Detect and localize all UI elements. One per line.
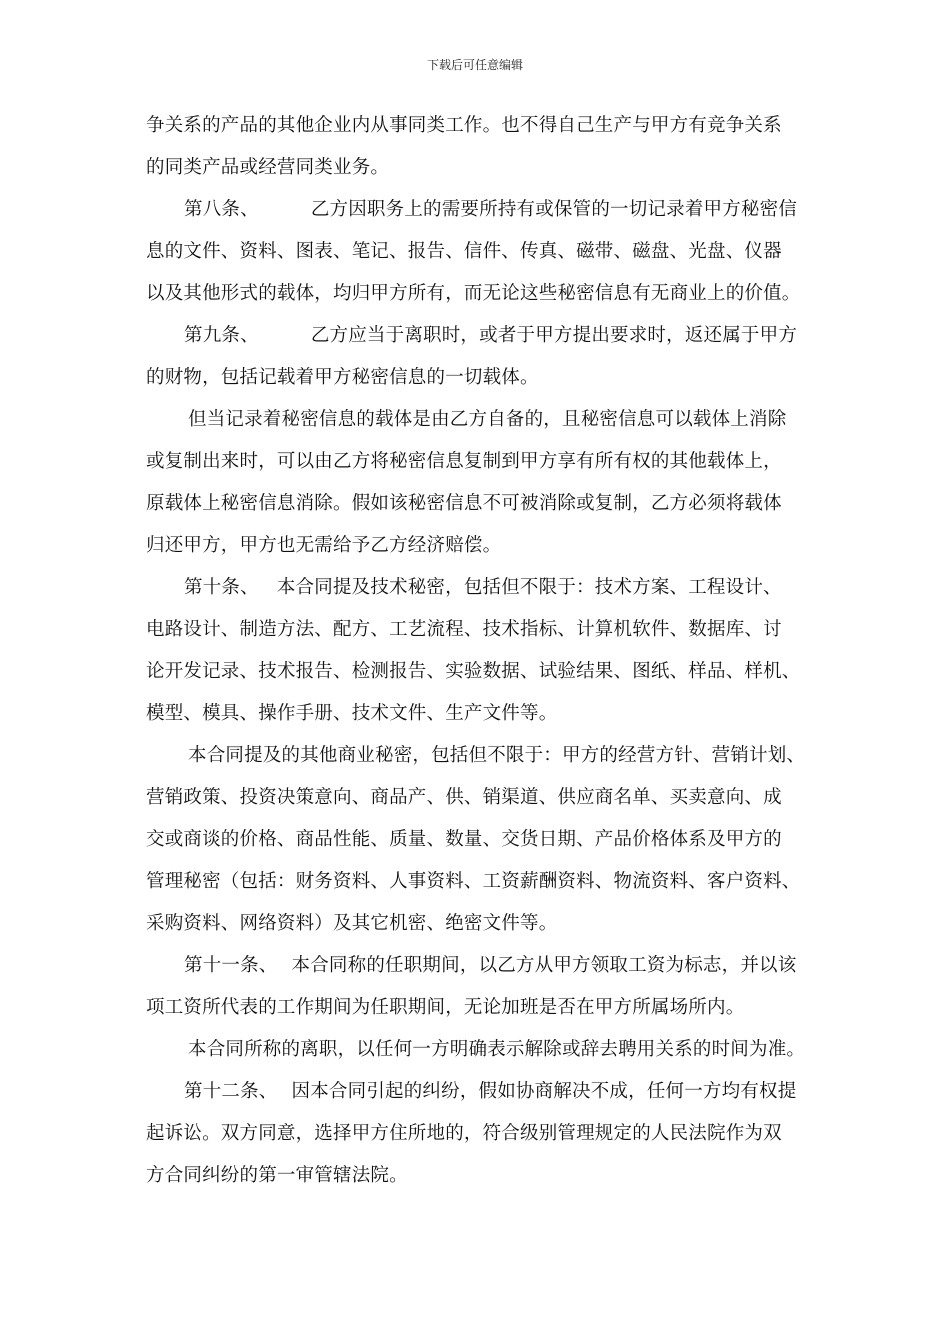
- article-12-first-line: [146, 1071, 818, 1113]
- article-11-label: 第十一条、: [184, 955, 278, 976]
- article-12-text: 因本合同引起的纠纷，假如协商解决不成，任何一方均有权提: [291, 1081, 797, 1102]
- text-line: 以及其他形式的载体，均归甲方所有，而无论这些秘密信息有无商业上的价值。: [146, 283, 801, 304]
- article-10-text: 本合同提及技术秘密，包括但不限于：技术方案、工程设计、: [276, 577, 782, 598]
- article-8-label: 第八条、: [184, 199, 259, 220]
- article-9-label: 第九条、: [184, 325, 259, 346]
- text-line: 原载体上秘密信息消除。假如该秘密信息不可被消除或复制，乙方必须将载体: [146, 493, 782, 514]
- article-10-first-line: [146, 567, 818, 609]
- text-line: 模型、模具、操作手册、技术文件、生产文件等。: [146, 703, 558, 724]
- article-8-text: 乙方因职务上的需要所持有或保管的一切记录着甲方秘密信: [310, 199, 798, 220]
- article-12-label: 第十二条、: [184, 1081, 278, 1102]
- text-line: 电路设计、制造方法、配方、工艺流程、技术指标、计算机软件、数据库、讨: [146, 619, 782, 640]
- text-line: 本合同所称的离职，以任何一方明确表示解除或辞去聘用关系的时间为准。: [188, 1039, 806, 1060]
- text-line: 起诉讼。双方同意，选择甲方住所地的，符合级别管理规定的人民法院作为双: [146, 1123, 782, 1144]
- page-header: 下载后可任意编辑: [426, 58, 523, 72]
- text-line: 交或商谈的价格、商品性能、质量、数量、交货日期、产品价格体系及甲方的: [146, 829, 782, 850]
- article-11-first-line: [146, 945, 818, 987]
- text-line: 项工资所代表的工作期间为任职期间，无论加班是否在甲方所属场所内。: [146, 997, 745, 1018]
- article-10-label: 第十条、: [184, 577, 259, 598]
- text-line: 管理秘密（包括：财务资料、人事资料、工资薪酬资料、物流资料、客户资料、: [146, 871, 801, 892]
- document-body: [146, 105, 818, 1197]
- text-line: 本合同提及的其他商业秘密，包括但不限于：甲方的经营方针、营销计划、: [188, 745, 806, 766]
- text-line: 或复制出来时，可以由乙方将秘密信息复制到甲方享有所有权的其他载体上，: [146, 451, 782, 472]
- article-8-first-line: [146, 189, 818, 231]
- article-11-text: 本合同称的任职期间，以乙方从甲方领取工资为标志，并以该: [291, 955, 797, 976]
- article-9-text: 乙方应当于离职时，或者于甲方提出要求时，返还属于甲方: [310, 325, 798, 346]
- text-line: 采购资料、网络资料）及其它机密、绝密文件等。: [146, 913, 558, 934]
- text-line: 息的文件、资料、图表、笔记、报告、信件、传真、磁带、磁盘、光盘、仪器: [146, 241, 782, 262]
- text-line: 争关系的产品的其他企业内从事同类工作。也不得自己生产与甲方有竞争关系: [146, 115, 782, 136]
- text-line: 营销政策、投资决策意向、商品产、供、销渠道、供应商名单、买卖意向、成: [146, 787, 782, 808]
- text-line: 论开发记录、技术报告、检测报告、实验数据、试验结果、图纸、样品、样机、: [146, 661, 801, 682]
- text-line: 方合同纠纷的第一审管辖法院。: [146, 1165, 408, 1186]
- text-line: 归还甲方，甲方也无需给予乙方经济赔偿。: [146, 535, 502, 556]
- text-line: 但当记录着秘密信息的载体是由乙方自备的，且秘密信息可以载体上消除: [188, 409, 787, 430]
- text-line: 的同类产品或经营同类业务。: [146, 157, 390, 178]
- article-9-first-line: [146, 315, 818, 357]
- text-line: 的财物，包括记载着甲方秘密信息的一切载体。: [146, 367, 539, 388]
